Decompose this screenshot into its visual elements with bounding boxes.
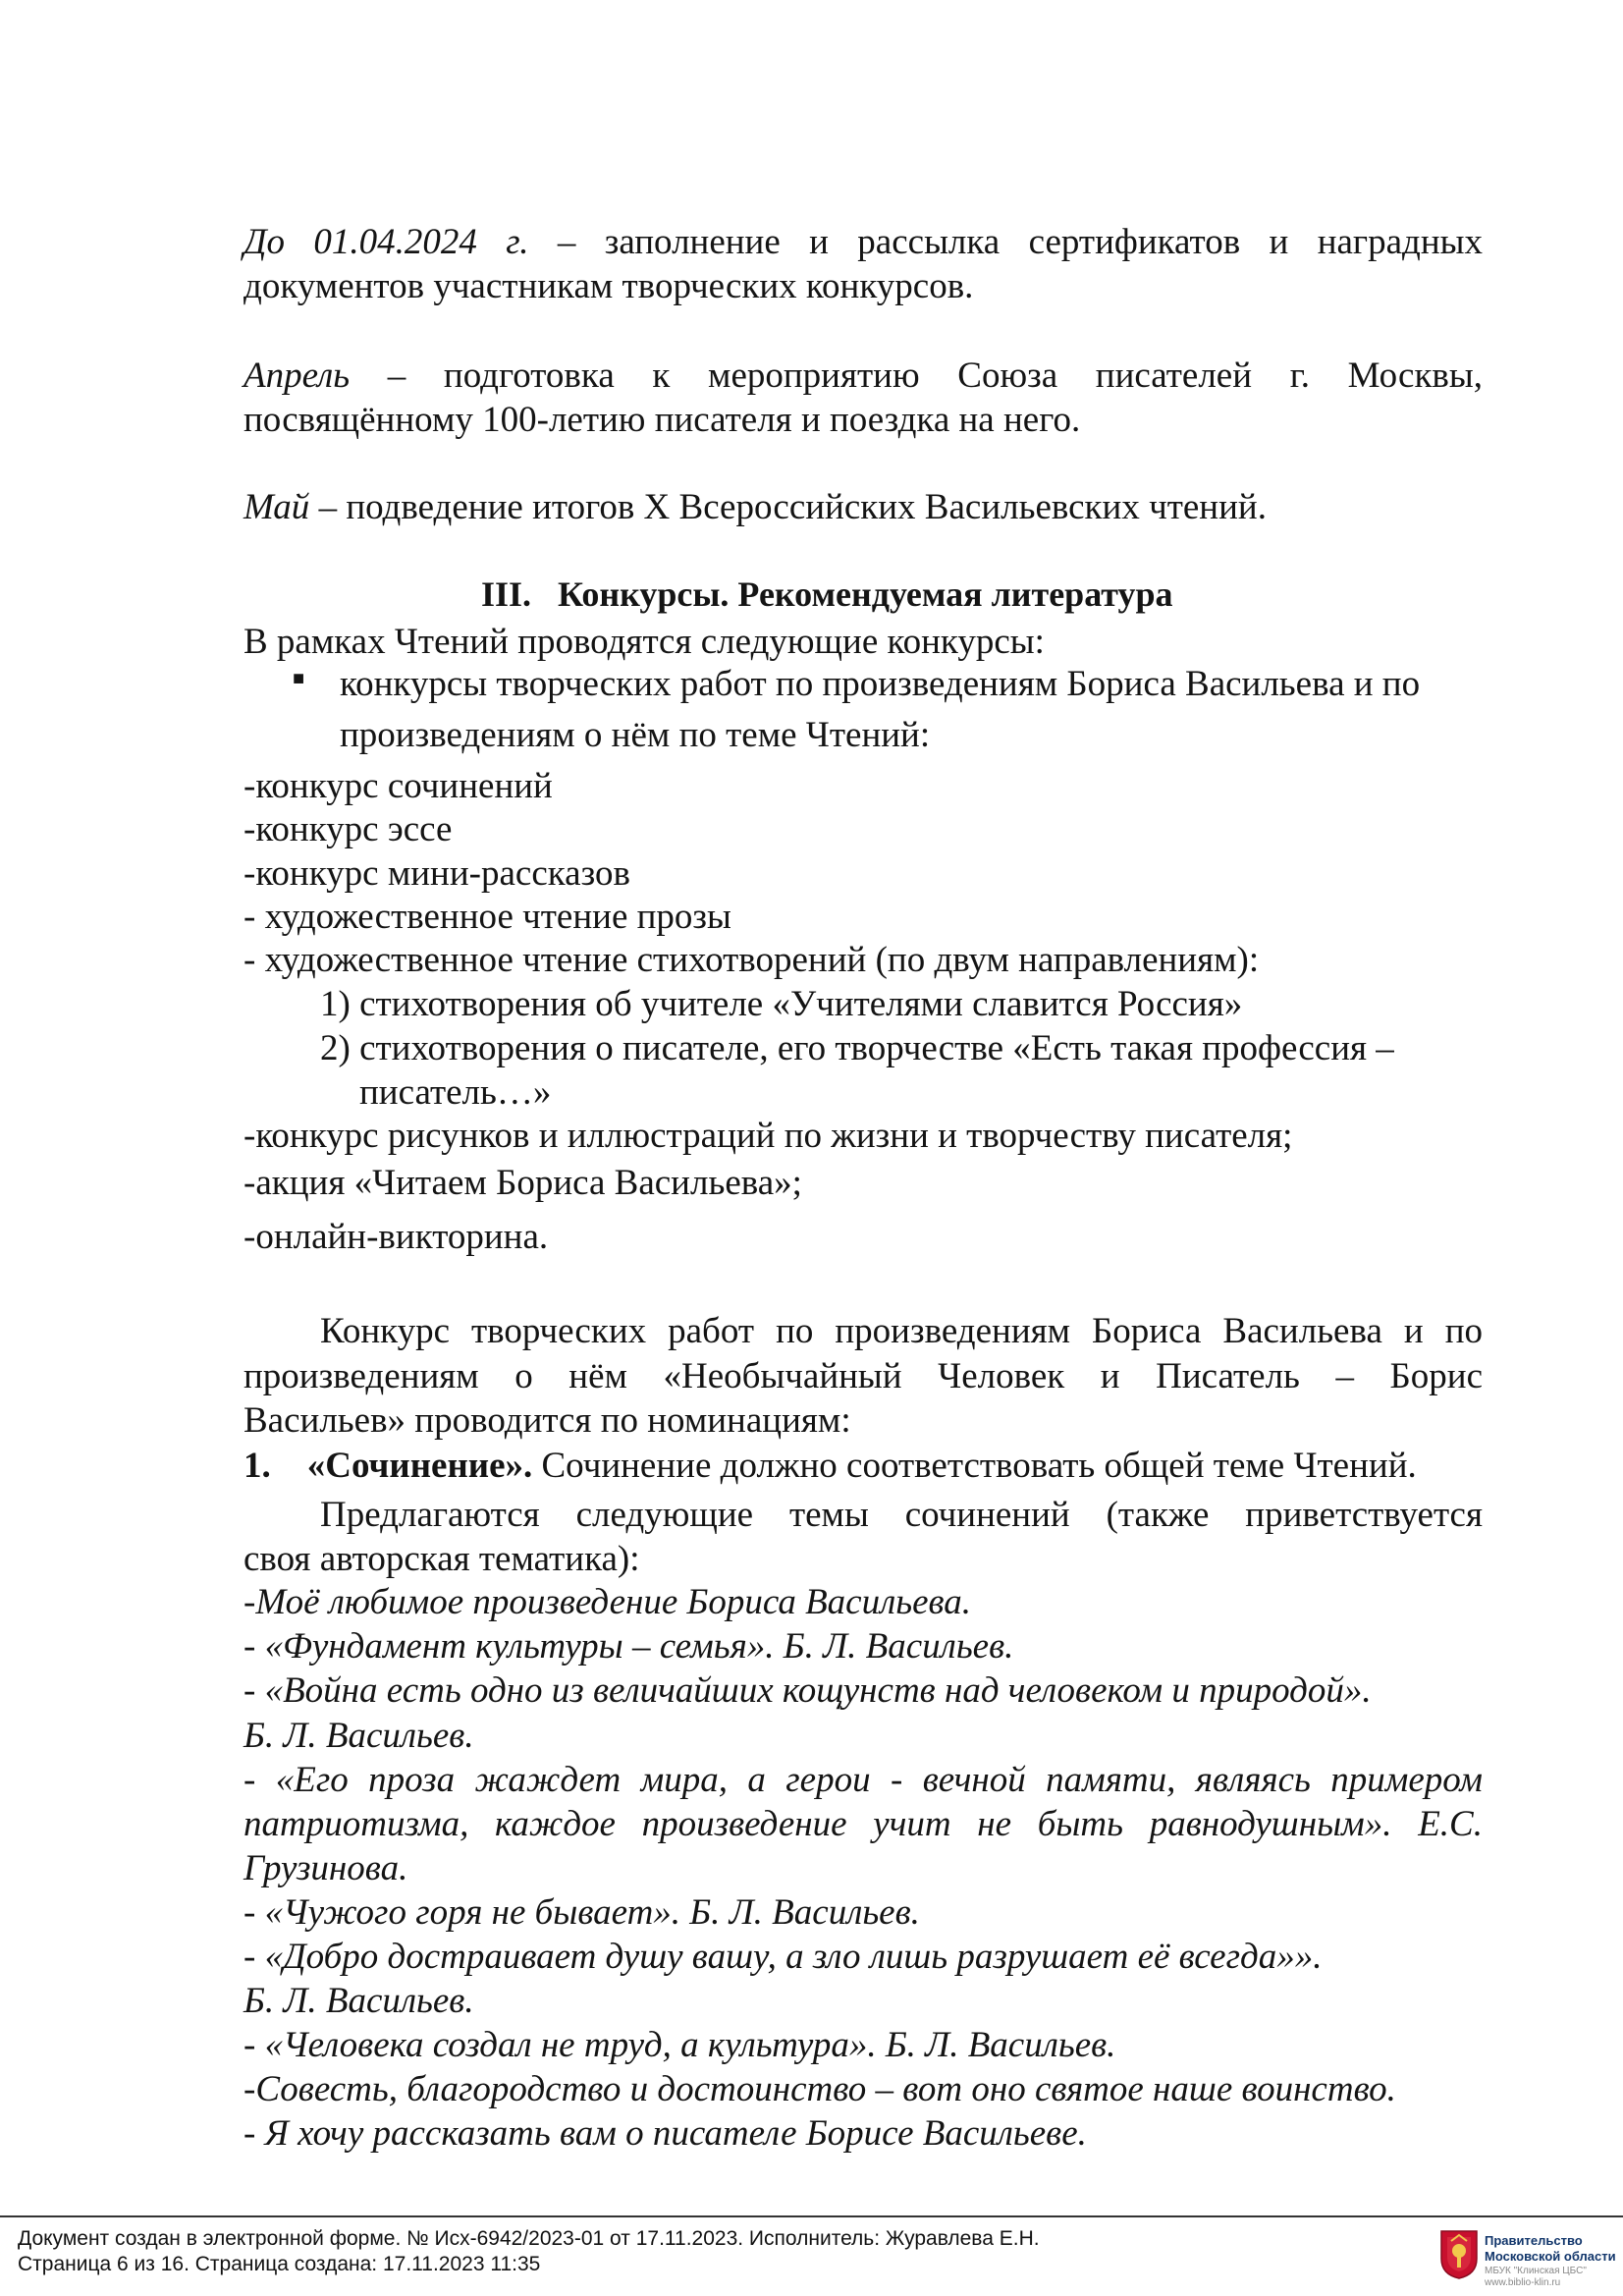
- theme-line: Б. Л. Васильев.: [243, 1981, 474, 2021]
- contest-item: -конкурс мини-рассказов: [243, 853, 630, 894]
- theme-line: -Моё любимое произведение Бориса Васильева.: [243, 1582, 972, 1622]
- schedule-text: – подведение итогов X Всероссийских Васильевских чтений.: [318, 487, 1267, 527]
- bullet-text-line1: конкурсы творческих работ по произведениям Бориса Васильева и по: [340, 664, 1421, 704]
- nominations-line3: Васильев» проводится по номинациям:: [243, 1400, 851, 1441]
- theme-line: - «Его проза жаждет мира, а герои - вечной памяти, являясь примером: [243, 1760, 1483, 1800]
- poetry-item-1: 1) стихотворения об учителе «Учителями славится Россия»: [320, 984, 1243, 1024]
- contest-item: - художественное чтение прозы: [243, 897, 731, 937]
- schedule-item-2-cont: посвящённому 100-летию писателя и поездка на него.: [243, 400, 1081, 440]
- org-website: www.biblio-klin.ru: [1485, 2277, 1561, 2288]
- footer-doc-info: Документ создан в электронной форме. № Исх-6942/2023-01 от 17.11.2023. Исполнитель: Журавлева Е.Н.: [18, 2227, 1040, 2250]
- theme-line: - «Война есть одно из величайших кощунств над человеком и природой».: [243, 1670, 1372, 1711]
- theme-line: - «Чужого горя не бывает». Б. Л. Васильев.: [243, 1892, 920, 1933]
- schedule-date: Май: [243, 487, 310, 527]
- contest-item: -конкурс эссе: [243, 809, 453, 849]
- theme-line: - Я хочу рассказать вам о писателе Борисе Васильеве.: [243, 2113, 1087, 2154]
- schedule-item-3: [243, 485, 1267, 529]
- footer-divider: [0, 2215, 1623, 2217]
- nominations-line1: Конкурс творческих работ по произведениям Бориса Васильева и по: [320, 1311, 1483, 1351]
- schedule-date: До 01.04.2024 г.: [243, 222, 529, 262]
- section-number: III.: [481, 574, 532, 614]
- schedule-text: – подготовка к мероприятию Союза писателей г. Москвы,: [387, 355, 1483, 396]
- theme-line: - «Добро достраивает душу вашу, а зло лишь разрушает её всегда»».: [243, 1937, 1323, 1977]
- nomination-title: «Сочинение».: [306, 1446, 533, 1486]
- section-heading: [481, 574, 1173, 615]
- nomination-number: 1.: [243, 1446, 271, 1486]
- schedule-item-1-cont: документов участникам творческих конкурсов.: [243, 266, 974, 306]
- gov-name-line2: Московской области: [1485, 2249, 1616, 2264]
- gov-name-line1: Правительство: [1485, 2233, 1583, 2248]
- schedule-item-2: [243, 354, 1483, 398]
- theme-line: Б. Л. Васильев.: [243, 1716, 474, 1756]
- poetry-item-2-line1: 2) стихотворения о писателе, его творчестве «Есть такая профессия –: [320, 1028, 1394, 1068]
- poetry-item-2-line2: писатель…»: [359, 1072, 552, 1113]
- theme-line: -Совесть, благородство и достоинство – вот оно святое наше воинство.: [243, 2069, 1396, 2109]
- contest-item: -акция «Читаем Бориса Васильева»;: [243, 1163, 802, 1203]
- schedule-item-1: [243, 220, 1483, 264]
- theme-line: Грузинова.: [243, 1848, 408, 1888]
- org-name: МБУК "Клинская ЦБС": [1485, 2266, 1587, 2276]
- nominations-line2: произведениям о нём «Необычайный Человек и Писатель – Борис: [243, 1356, 1483, 1396]
- section-intro: В рамках Чтений проводятся следующие конкурсы:: [243, 622, 1045, 662]
- themes-intro-line1: Предлагаются следующие темы сочинений (также приветствуется: [320, 1495, 1483, 1535]
- contest-item: - художественное чтение стихотворений (по двум направлениям):: [243, 940, 1260, 980]
- coat-of-arms-icon: [1439, 2229, 1479, 2280]
- theme-line: - «Человека создал не труд, а культура». Б. Л. Васильев.: [243, 2025, 1116, 2065]
- bullet-text-line2: произведениям о нём по теме Чтений:: [340, 715, 931, 755]
- schedule-text: – заполнение и рассылка сертификатов и наградных: [557, 222, 1484, 262]
- nomination-1: [243, 1444, 1417, 1488]
- contest-item: -конкурс рисунков и иллюстраций по жизни и творчеству писателя;: [243, 1116, 1293, 1156]
- theme-line: - «Фундамент культуры – семья». Б. Л. Васильев.: [243, 1626, 1014, 1667]
- square-bullet-icon: ■: [293, 668, 305, 689]
- footer-page-info: Страница 6 из 16. Страница создана: 17.11.2023 11:35: [18, 2253, 541, 2275]
- contest-item: -онлайн-викторина.: [243, 1217, 549, 1257]
- theme-line: патриотизма, каждое произведение учит не быть равнодушным». Е.С.: [243, 1804, 1483, 1844]
- schedule-date: Апрель: [243, 355, 351, 396]
- themes-intro-line2: своя авторская тематика):: [243, 1539, 640, 1579]
- section-title: Конкурсы. Рекомендуемая литература: [558, 574, 1173, 614]
- contest-item: -конкурс сочинений: [243, 766, 553, 806]
- nomination-text: Сочинение должно соответствовать общей теме Чтений.: [541, 1446, 1417, 1486]
